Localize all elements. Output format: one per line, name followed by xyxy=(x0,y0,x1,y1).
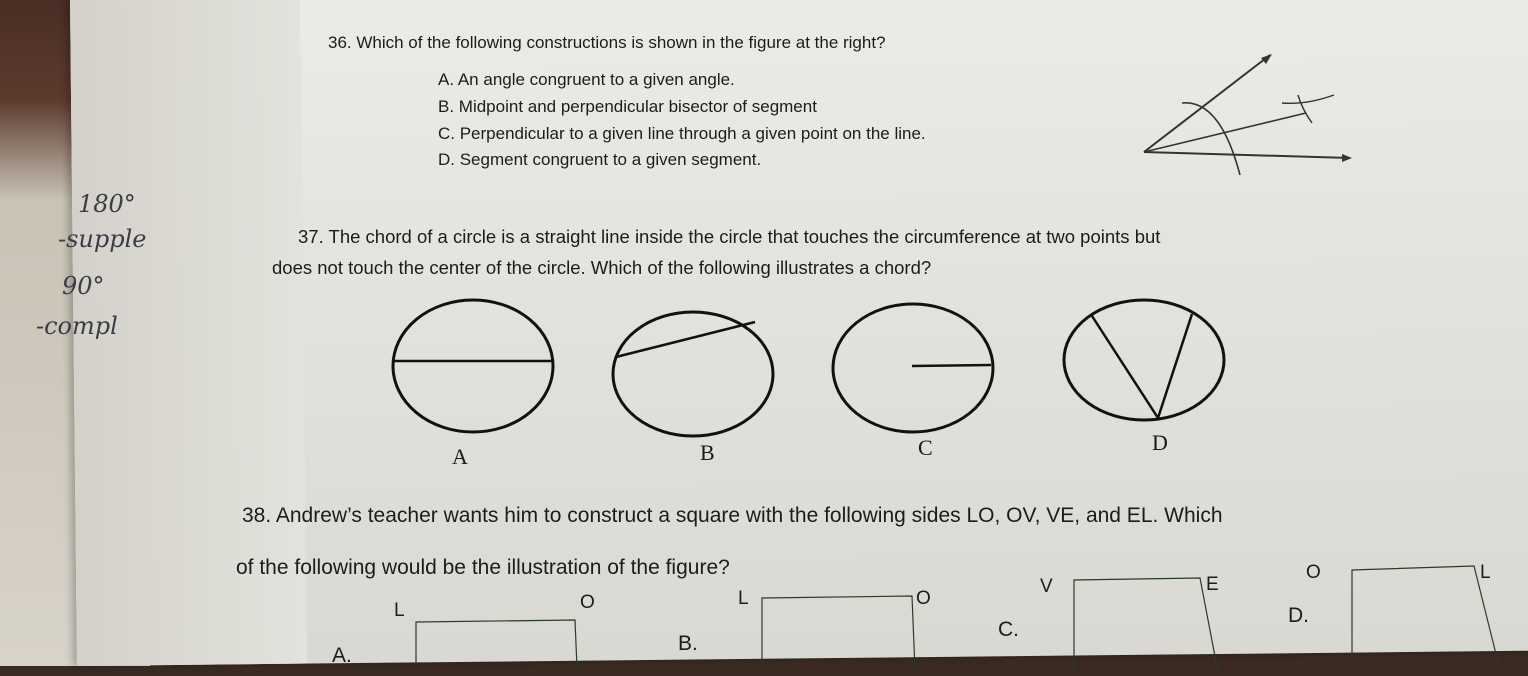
q38-line-2: of the following would be the illustration of the figure? xyxy=(236,556,730,579)
q38-option-c-letter: C. xyxy=(998,618,1019,641)
q37-line-2: does not touch the center of the circle. Which of the following illustrates a chord? xyxy=(272,257,932,278)
circle-a xyxy=(390,298,560,438)
q38-option-a-square xyxy=(410,612,580,672)
q38-option-a-vertex-tr: O xyxy=(580,592,595,613)
circle-label-b: B xyxy=(700,440,715,465)
circle-label-c: C xyxy=(918,435,933,460)
q38-option-c-vertex-tr: E xyxy=(1206,574,1219,595)
q36-option-b: B. Midpoint and perpendicular bisector of segment xyxy=(438,97,817,116)
circle-label-a: A xyxy=(452,444,468,469)
handwritten-note-supple: -supple xyxy=(58,225,147,253)
q38-option-d-letter: D. xyxy=(1288,604,1309,627)
q38-line-1: 38. Andrew’s teacher wants him to construct a square with the following sides LO, OV, VE, and EL. Which xyxy=(242,504,1223,527)
q36-option-d: D. Segment congruent to a given segment. xyxy=(438,150,762,169)
handwritten-note-90: 90° xyxy=(62,272,105,300)
handwritten-note-compl: -compl xyxy=(36,312,118,340)
q38-option-b-vertex-tl: L xyxy=(738,588,749,609)
q36-question: 36. Which of the following constructions is shown in the figure at the right? xyxy=(328,33,886,52)
q38-option-b-vertex-tr: O xyxy=(916,588,931,609)
q38-option-d-vertex-tr: L xyxy=(1480,562,1491,583)
circle-c xyxy=(830,302,1000,442)
angle-bisector-figure xyxy=(1130,45,1370,185)
q38-option-d-square xyxy=(1340,562,1510,672)
q38-option-b-letter: B. xyxy=(678,632,698,655)
q38-option-a-vertex-tl: L xyxy=(394,600,405,621)
q38-option-a-letter: A. xyxy=(332,644,352,667)
q36-option-c: C. Perpendicular to a given line through a given point on the line. xyxy=(438,124,926,143)
handwritten-note-180: 180° xyxy=(78,190,136,218)
q38-option-d-vertex-tl: O xyxy=(1306,562,1321,583)
circle-b xyxy=(610,310,780,450)
q38-option-c-square xyxy=(1060,576,1230,676)
q36-option-a: A. An angle congruent to a given angle. xyxy=(438,70,735,89)
q37-line-1: 37. The chord of a circle is a straight line inside the circle that touches the circumference at two points but xyxy=(298,226,1161,247)
q38-option-b-square xyxy=(752,594,922,674)
q38-option-c-vertex-tl: V xyxy=(1040,576,1053,597)
circle-d xyxy=(1060,296,1230,436)
circle-label-d: D xyxy=(1152,430,1168,455)
